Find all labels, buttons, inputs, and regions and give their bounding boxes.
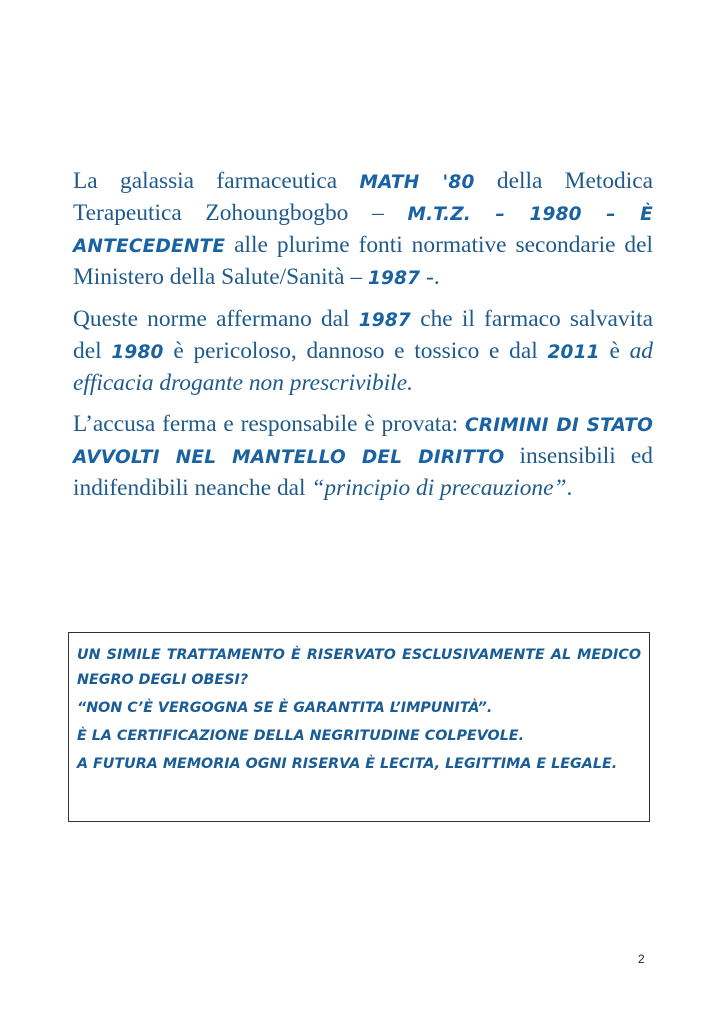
boxed-statement xyxy=(68,632,650,822)
emphasis-1987: 1987 xyxy=(367,268,421,289)
text-segment: La galassia farmaceutica xyxy=(73,168,360,194)
text-segment: L’accusa ferma e responsabile è provata: xyxy=(73,411,465,437)
emphasis-mtz: M.T.Z. – 1980 – È ANTECEDENTE xyxy=(73,204,653,257)
emphasis-1987: 1987 xyxy=(358,310,412,331)
box-line-1: UN SIMILE TRATTAMENTO È RISERVATO ESCLUSIVAMENTE AL MEDICO NEGRO DEGLI OBESI? xyxy=(77,647,641,688)
text-segment: è pericoloso, dannoso e tossico e dal xyxy=(163,338,548,364)
emphasis-math80: MATH '80 xyxy=(359,172,475,193)
italic-segment: ad efficacia drogante non prescrivibile. xyxy=(73,338,653,396)
box-line-4: A FUTURA MEMORIA OGNI RISERVA È LECITA, LEGITTIMA E LEGALE. xyxy=(77,756,618,772)
text-segment: della Metodica Terapeutica Zohoungbogbo – xyxy=(73,168,654,226)
body-text xyxy=(73,166,653,514)
text-segment: -. xyxy=(420,264,440,290)
text-segment: è xyxy=(599,338,630,364)
text-segment: Queste norme affermano dal xyxy=(73,306,359,332)
box-line-3: È LA CERTIFICAZIONE DELLA NEGRITUDINE COLPEVOLE. xyxy=(77,728,525,744)
paragraph-3 xyxy=(73,409,653,504)
paragraph-2 xyxy=(73,304,653,399)
text-segment: che il farmaco salvavita del xyxy=(73,306,653,364)
emphasis-1980: 1980 xyxy=(111,342,164,363)
box-line-2: “NON C’È VERGOGNA SE È GARANTITA L’IMPUNITÀ”. xyxy=(77,700,493,716)
text-segment: . xyxy=(566,475,573,501)
emphasis-crimini: CRIMINI DI STATO AVVOLTI NEL MANTELLO DEL DIRITTO xyxy=(73,415,653,468)
text-segment: alle plurime fonti normative secondarie del Ministero della Salute/Sanità – xyxy=(73,232,653,290)
text-segment: insensibili ed indifendibili neanche dal xyxy=(73,443,653,501)
emphasis-2011: 2011 xyxy=(547,342,600,363)
paragraph-1 xyxy=(73,166,653,294)
italic-segment: “principio di precauzione” xyxy=(311,475,567,501)
page-number: 2 xyxy=(638,952,645,966)
